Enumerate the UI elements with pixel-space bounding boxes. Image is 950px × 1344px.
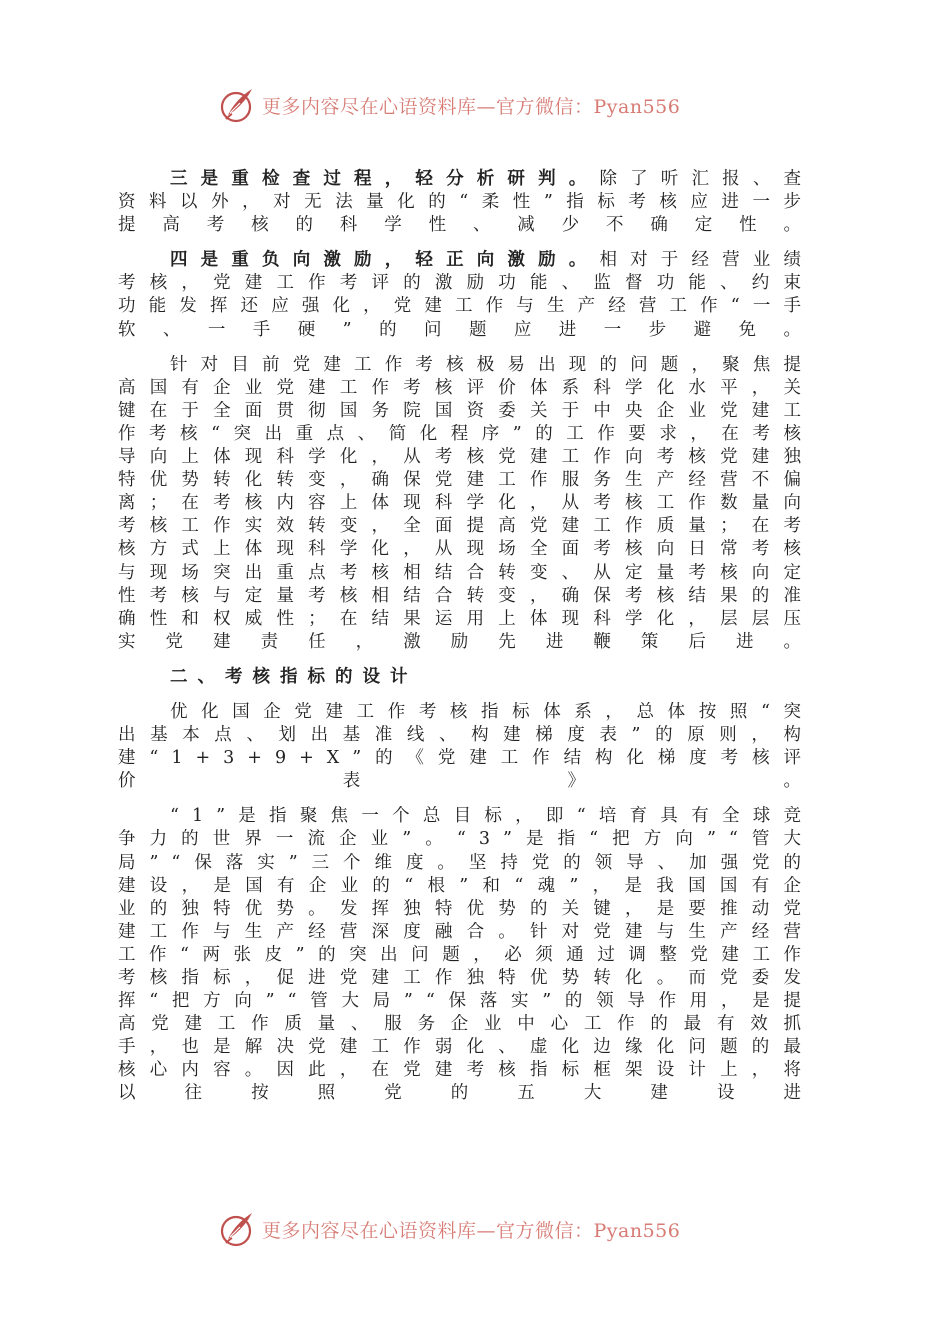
section-heading: 二、考核指标的设计	[170, 666, 418, 687]
paragraph-text: “1”是指聚焦一个总目标，即“培育具有全球竞争力的世界一流企业”。“3”是指“把方向”“管大局”“保落实”三个维度。坚持党的领导、加强党的建设，是国有企业的“根”和“魂”，是我国国有企业的独特优势。发挥独特优势的关键，是要推动党建工作与生产经营深度融合。针对党建与生产经营工作“两张皮”的突出问题，必须通过调整党建工作考核指标，促进党建工作独特优势转化。而党委发挥“把方向”“管大局”“保落实”的领导作用，是提高党建工作质量、服务企业中心工作的最有效抓手，也是解决党建工作弱化、虚化边缘化问题的最核心内容。因此，在党建考核指标框架设计上，将以往按照党的五大建设进	[118, 806, 814, 1104]
paragraph-text: 相对于经营业绩考核，党建工作考评的激励功能、监督功能、约束功能发挥还应强化，党建工作与生产经营工作“一手软、一手硬”的问题应进一步避免。	[118, 250, 815, 340]
paragraph	[118, 249, 814, 341]
paragraph-lead: 三是重检查过程，轻分析研判。	[170, 169, 600, 189]
banner-text: 更多内容尽在心语资料库—官方微信：Pyan556	[262, 95, 681, 118]
document-body	[118, 168, 814, 1118]
paragraph	[118, 354, 814, 654]
header-banner	[218, 84, 680, 126]
footer-banner	[218, 1208, 680, 1250]
paragraph	[118, 805, 814, 1105]
paragraph	[118, 701, 814, 793]
quill-logo-icon	[218, 85, 258, 125]
paragraph-text: 针对目前党建工作考核极易出现的问题，聚焦提高国有企业党建工作考核评价体系科学化水平，关键在于全面贯彻国务院国资委关于中央企业党建工作考核“突出重点、简化程序”的工作要求，在考核导向上体现科学化，从考核党建工作向考核党建独特优势转化转变，确保党建工作服务生产经营不偏离；在考核内容上体现科学化，从考核工作数量向考核工作实效转变，全面提高党建工作质量；在考核方式上体现科学化，从现场全面考核向日常考核与现场突出重点考核相结合转变、从定量考核向定性考核与定量考核相结合转变，确保考核结果的准确性和权威性；在结果运用上体现科学化，层层压实党建责任，激励先进鞭策后进。	[118, 354, 814, 652]
paragraph-lead: 四是重负向激励，轻正向激励。	[170, 250, 600, 271]
paragraph	[118, 168, 814, 237]
paragraph-text: 除了听汇报、查资料以外，对无法量化的“柔性”指标考核应进一步提高考核的科学性、减少不确定性。	[118, 169, 815, 236]
quill-logo-icon	[218, 1209, 258, 1249]
banner-text: 更多内容尽在心语资料库—官方微信：Pyan556	[262, 1219, 681, 1242]
paragraph-text: 优化国企党建工作考核指标体系，总体按照“突出基本点、划出基准线、构建梯度表”的原则，构建“1+3+9+X”的《党建工作结构化梯度考核评价表》。	[118, 701, 814, 792]
